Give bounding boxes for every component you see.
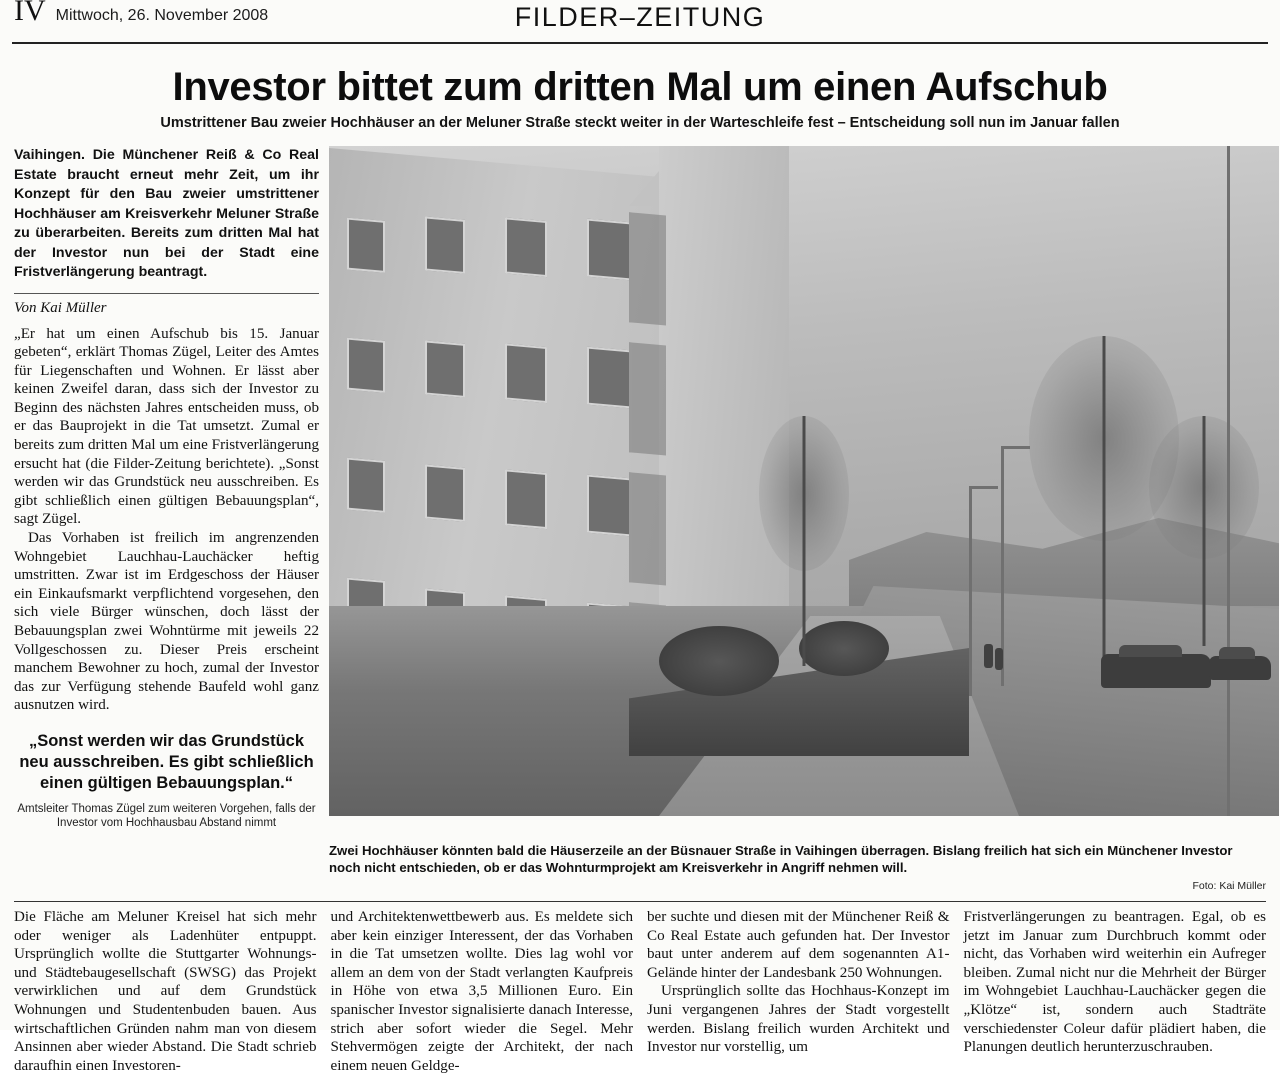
paragraph: Fristverlängerungen zu beantragen. Egal, ob es jetzt im Januar zum Durchbruch kommt oder nicht, das Vorhaben wird weiterhin ein Aufreger bleiben. Zumal nicht nur die Mehrheit der Bürger im Wohngebiet Lauchhau-Lauchäcker gegen die „Klötze“ ist, sondern auch Stadträte verschiedenster Coleur dafür plädiert haben, die Planungen deutlich herunterzuschrauben. [963,908,1266,1056]
masthead [0,0,1280,40]
masthead-rule [12,42,1268,44]
lead-place: Vaihingen. [14,147,85,163]
article-left-column [14,144,319,836]
photo-pedestrian [995,648,1003,670]
bottom-column-4 [964,908,1267,1075]
article-top-area [0,144,1280,836]
bottom-column-2 [331,908,634,1075]
article-byline: Von Kai Müller [14,299,107,316]
article-photo-column [329,144,1279,836]
paragraph: „Er hat um einen Aufschub bis 15. Januar gebeten“, erklärt Thomas Zügel, Leiter des Amtes für Liegenschaften und Wohnen. Er lässt aber keinen Zweifel daran, dass sich der Investor zu Beginn des nächsten Jahres entscheiden muss, ob er das Bauprojekt in die Tat umsetzt. Zumal er bereits zum dritten Mal um eine Fristverlängerung ersucht hat (die Filder-Zeitung berichtete). „Sonst werden wir das Grundstück neu ausschreiben. Es gibt schließlich einen gültigen Bebauungsplan“, sagt Zügel. [14,325,319,528]
photo-tree [1149,416,1259,646]
section-rule [14,901,1266,902]
paragraph: Das Vorhaben ist freilich im angrenzenden Wohngebiet Lauchhau-Lauchäcker heftig umstritten. Zwar ist im Erdgeschoss der Häuser ein Einkaufsmarkt verpflichtend vorgesehen, den sich viele Bürger wünschen, doch lässt der Bebauungsplan zwei Wohntürme mit jeweils 22 Vollgeschossen zu. Dieser Preis erscheint manchem Bewohner zu hoch, zumal der Investor das zur Verfügung stehende Baufeld wohl ganz ausnutzen wird. [14,530,319,714]
photo-tree [759,416,849,666]
lead-text: Die Münchener Reiß & Co Real Estate braucht erneut mehr Zeit, um ihr Konzept für den Bau zweier umstrittener Hochhäuser am Kreisverkehr Meluner Straße zu überarbeiten. Bereits zum dritten Mal hat der Investor nun bei der Stadt eine Fristverlängerung beantragt. [14,147,319,280]
photo-utility-pole [1227,146,1230,816]
bottom-column-1 [14,908,317,1075]
article-subheadline: Umstrittener Bau zweier Hochhäuser an der Meluner Straße steckt weiter in der Warteschleife fest – Entscheidung soll nun im Januar fallen [160,115,1120,131]
photo-credit: Foto: Kai Müller [1192,879,1266,892]
bottom-column-3 [647,908,950,1075]
photo-caption [329,842,1266,895]
pull-quote-attribution: Amtsleiter Thomas Zügel zum weiteren Vorgehen, falls der Investor vom Hochhausbau Abstand nimmt [17,802,316,829]
photo-lamp-post [969,486,972,696]
article-body-left [14,325,319,715]
article-headline: Investor bittet zum dritten Mal um einen Aufschub [172,65,1108,109]
publication-date: Mittwoch, 26. November 2008 [55,7,269,24]
paragraph: und Architektenwettbewerb aus. Es meldete sich aber kein einziger Interessent, der das Vorhaben in die Tat umsetzen wollte. Dies lag wohl vor allem an dem von der Stadt verlangten Kaufpreis in Höhe von etwa 3,5 Millionen Euro. Ein spanischer Investor signalisierte danach Interesse, strich aber sofort wieder die Segel. Mehr Stehvermögen zeigte der Architekt, der nach einem neuen Geldge- [330,908,633,1074]
pull-quote: „Sonst werden wir das Grundstück neu ausschreiben. Es gibt schließlich einen gültigen Bebauungsplan.“ [19,731,314,792]
paragraph: ber suchte und diesen mit der Münchener Reiß & Co Real Estate auch gefunden hat. Der Investor baut unter anderem auf dem sogenannten A1-Gelände hinter der Landesbank 250 Wohnungen. [647,908,950,981]
photo-car [1209,656,1271,680]
photo-caption-text: Zwei Hochhäuser könnten bald die Häuserzeile an der Büsnauer Straße in Vaihingen überragen. Bislang freilich hat sich ein Münchener Investor noch nicht entschieden, ob er das Wohnturmprojekt am Kreisverkehr in Angriff nehmen will. [329,842,1233,875]
photo-pedestrian [984,644,993,668]
photo-lamp-arm [972,486,998,489]
photo-caption-area [0,836,1280,895]
article-lead [14,146,319,283]
photo-lamp-arm [1004,446,1030,449]
paper-title: FILDER–ZEITUNG [514,2,766,32]
byline-rule [14,293,319,294]
page-number: IV [14,0,46,27]
photo-car [1101,654,1211,688]
paragraph: Die Fläche am Meluner Kreisel hat sich mehr oder weniger als Ladenhüter entpuppt. Ursprünglich wollte die Stuttgarter Wohnungs- und Städtebaugesellschaft (SWSG) das Projekt verwirklichen und auf dem Grundstück Wohnungen und Studentenbuden bauen. Aus wirtschaftlichen Gründen nahm man von diesem Ansinnen aber wieder Abstand. Die Stadt schrieb daraufhin einen Investoren- [14,908,317,1074]
paragraph: Ursprünglich sollte das Hochhaus-Konzept im Juni vergangenen Jahres der Stadt vorgestellt werden. Bislang freilich wurden Architekt und Investor nur vorstellig, um [647,983,950,1056]
article-photo [329,146,1279,816]
article-bottom-columns [0,908,1280,1075]
